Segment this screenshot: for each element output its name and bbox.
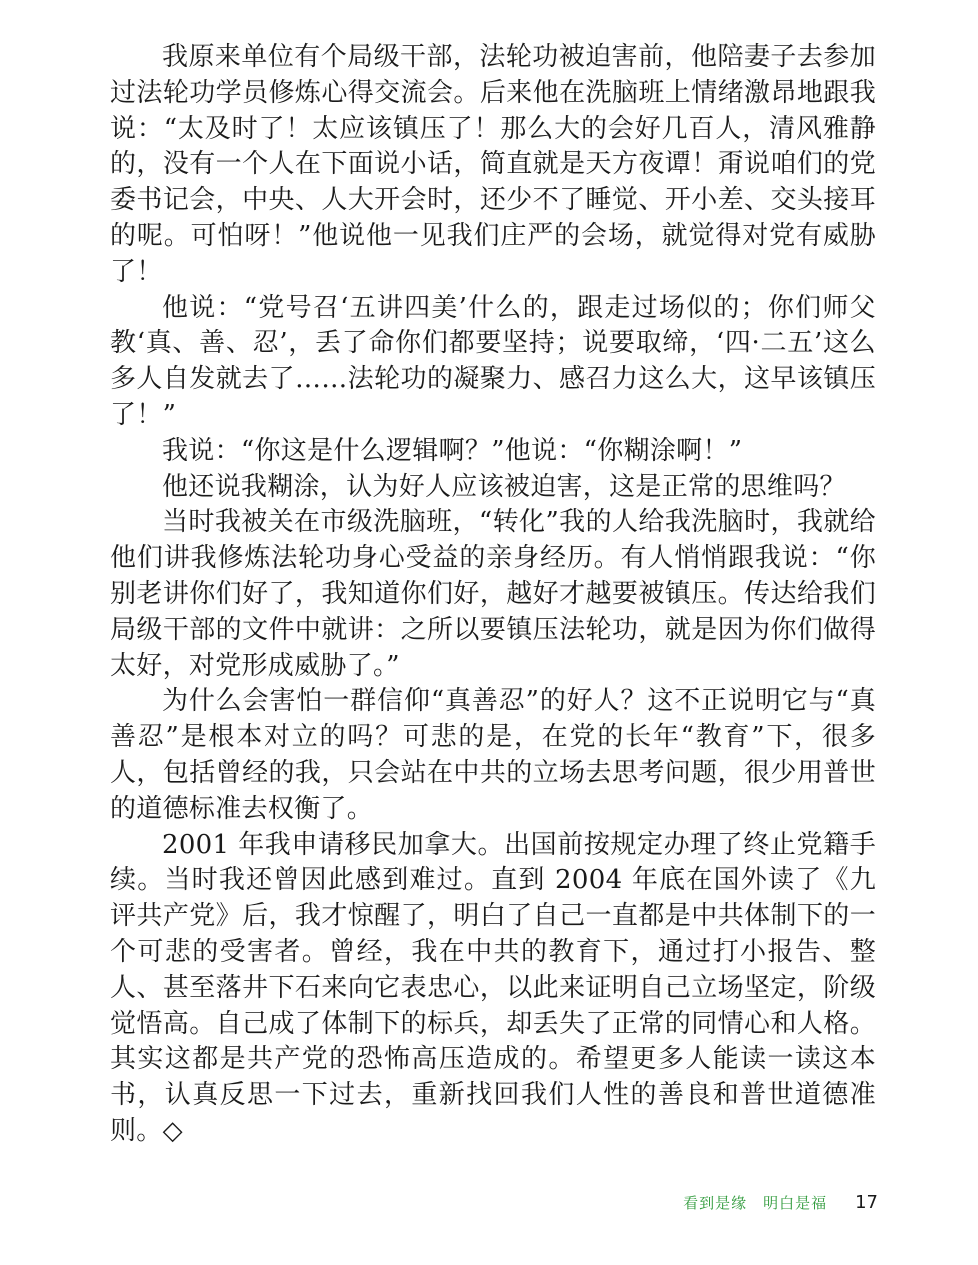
paragraph-1: 我原来单位有个局级干部，法轮功被迫害前，他陪妻子去参加过法轮功学员修炼心得交流会。后来他在洗脑班上情绪激昂地跟我说：“太及时了！太应该镇压了！那么大的会好几百人，清风雅静的，没有一个人在下面说小话，简直就是天方夜谭！甭说咱们的党委书记会，中央、人大开会时，还少不了睡觉、开小差、交头接耳的呢。可怕呀！”他说他一见我们庄严的会场，就觉得对党有威胁了！ — [110, 42, 876, 287]
paragraph-3: 我说：“你这是什么逻辑啊？”他说：“你糊涂啊！” — [162, 435, 743, 466]
page-number: 17 — [855, 1192, 878, 1213]
footer-slogan: 看到是缘 明白是福 — [683, 1194, 828, 1212]
paragraph-5: 当时我被关在市级洗脑班，“转化”我的人给我洗脑时，我就给他们讲我修炼法轮功身心受益的亲身经历。有人悄悄跟我说：“你别老讲你们好了，我知道你们好，越好才越要被镇压。传达给我们局级干部的文件中就讲：之所以要镇压法轮功，就是因为你们做得太好，对党形成威胁了。” — [110, 507, 876, 681]
paragraph-7: 2001 年我申请移民加拿大。出国前按规定办理了终止党籍手续。当时我还曾因此感到难过。直到 2004 年底在国外读了《九评共产党》后，我才惊醒了，明白了自己一直都是中共体制下的一个可悲的受害者。曾经，我在中共的教育下，通过打小报告、整人、甚至落井下石来向它表忠心，以此来证明自己立场坚定，阶级觉悟高。自己成了体制下的标兵，却丢失了正常的同情心和人格。其实这都是共产党的恐怖高压造成的。希望更多人能读一读这本书，认真反思一下过去，重新找回我们人性的善良和普世道德准则。◇ — [110, 829, 876, 1146]
paragraph-2: 他说：“党号召‘五讲四美’什么的，跟走过场似的；你们师父教‘真、善、忍’，丢了命你们都要坚持；说要取缔，‘四·二五’这么多人自发就去了……法轮功的凝聚力、感召力这么大，这早该镇压了！” — [110, 292, 876, 430]
paragraph-6: 为什么会害怕一群信仰“真善忍”的好人？这不正说明它与“真善忍”是根本对立的吗？可悲的是，在党的长年“教育”下，很多人，包括曾经的我，只会站在中共的立场去思考问题，很少用普世的道德标准去权衡了。 — [110, 686, 876, 824]
article-body — [110, 40, 876, 1150]
paragraph-4: 他还说我糊涂，认为好人应该被迫害，这是正常的思维吗？ — [162, 471, 846, 502]
page-footer — [683, 1192, 878, 1213]
